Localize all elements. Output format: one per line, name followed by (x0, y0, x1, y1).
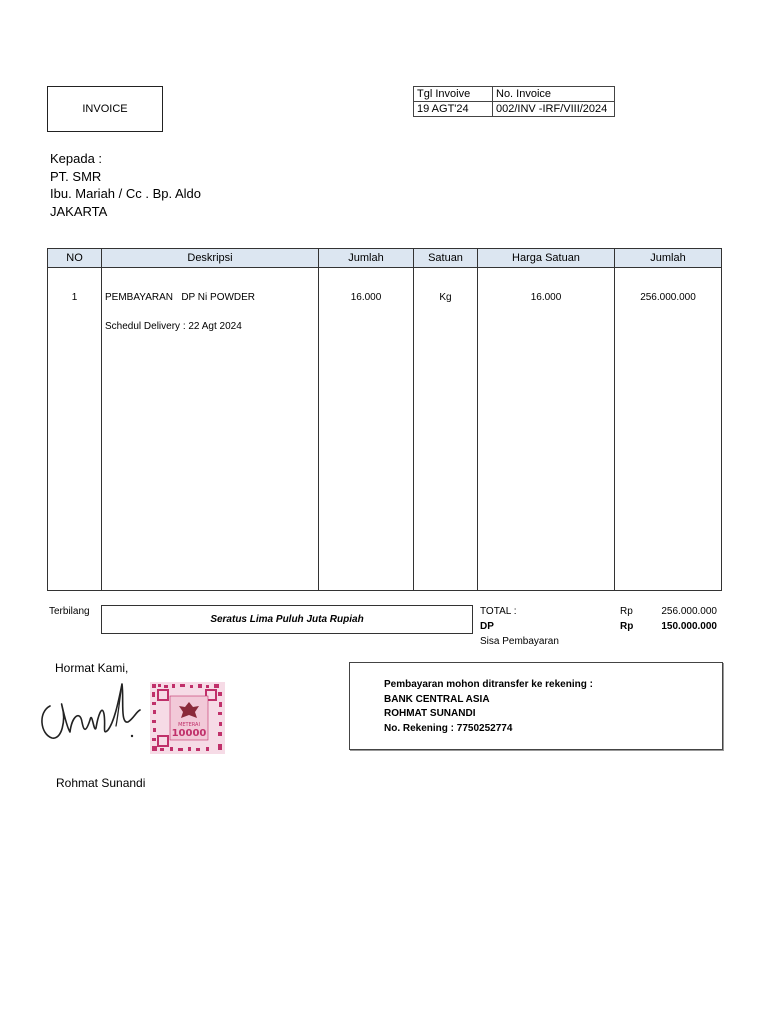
total-label: TOTAL : (480, 606, 517, 617)
date-label: Tgl Invoive (414, 87, 493, 102)
invoice-title: INVOICE (82, 103, 128, 115)
terbilang-label: Terbilang (49, 606, 90, 617)
invoice-title-box (47, 86, 163, 132)
account-number: No. Rekening : 7750252774 (384, 722, 513, 734)
recipient-city: JAKARTA (50, 203, 108, 219)
signer-name: Rohmat Sunandi (56, 776, 146, 790)
dp-value: 150.000.000 (661, 621, 717, 632)
row-quantity: 16.000 (350, 292, 382, 303)
recipient-label: Kepada : (50, 151, 103, 166)
dp-label: DP (480, 621, 494, 632)
column-divider (101, 249, 102, 590)
total-value: 256.000.000 (661, 606, 717, 617)
row-note: Schedul Delivery : 22 Agt 2024 (105, 321, 242, 332)
row-unit: Kg (439, 292, 452, 303)
payment-instruction: Pembayaran mohon ditransfer ke rekening : (384, 679, 593, 690)
row-no: 1 (71, 292, 78, 303)
stamp-value: 10000 (171, 728, 207, 739)
payment-info (384, 678, 593, 736)
number-value: 002/INV -IRF/VIII/2024 (493, 102, 615, 117)
header-amount: Jumlah (650, 252, 686, 264)
stamp-label: METERAI (178, 722, 200, 728)
number-label: No. Invoice (493, 87, 615, 102)
account-holder: ROHMAT SUNANDI (384, 708, 476, 719)
header-unit-price: Harga Satuan (512, 252, 580, 264)
terbilang-text: Seratus Lima Puluh Juta Rupiah (210, 614, 364, 625)
handwritten-signature (36, 676, 146, 756)
meterai-stamp (150, 682, 225, 754)
row-description: PEMBAYARAN DP Ni POWDER (105, 292, 256, 303)
total-currency: Rp (620, 606, 633, 617)
recipient-attention: Ibu. Mariah / Cc . Bp. Aldo (50, 186, 202, 201)
recipient-block (50, 150, 201, 220)
bank-name: BANK CENTRAL ASIA (384, 693, 490, 705)
row-unit-price: 16.000 (530, 292, 562, 303)
remaining-label: Sisa Pembayaran (480, 636, 559, 647)
header-unit: Satuan (428, 252, 463, 264)
header-quantity: Jumlah (348, 252, 384, 264)
payment-info-box (349, 662, 723, 750)
dp-currency: Rp (620, 621, 634, 632)
closing-text: Hormat Kami, (55, 661, 129, 675)
header-no: NO (66, 252, 83, 264)
recipient-company: PT. SMR (50, 168, 102, 184)
row-amount: 256.000.000 (640, 292, 696, 303)
date-value: 19 AGT'24 (414, 102, 493, 117)
header-description: Deskripsi (187, 252, 233, 264)
terbilang-box (101, 605, 473, 634)
invoice-meta-table (413, 86, 615, 117)
items-table (47, 248, 722, 591)
